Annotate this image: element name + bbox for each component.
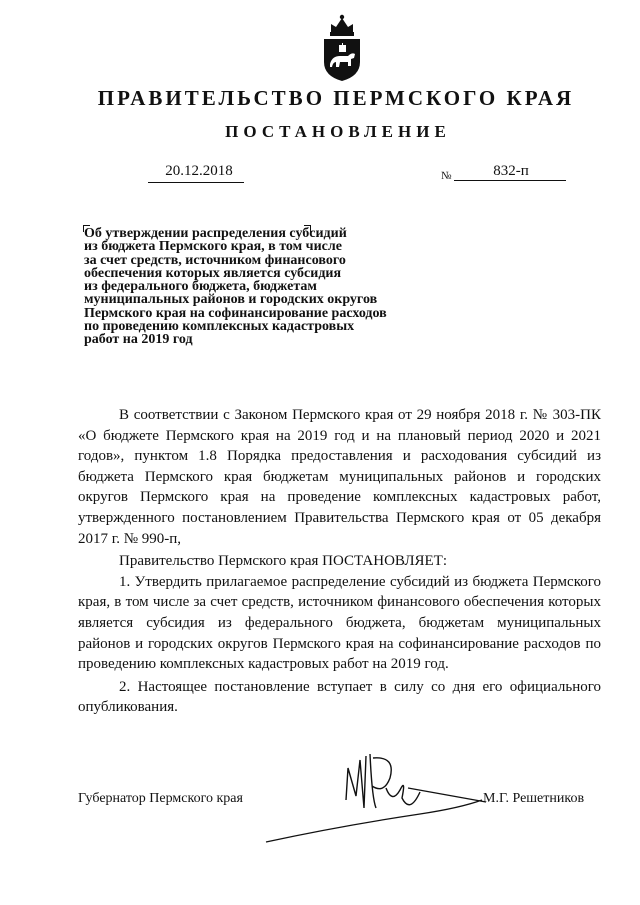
subject-line: из федерального бюджета, бюджетам [84,279,317,295]
subject-line: обеспечения которых является субсидия [84,265,342,281]
item-2-paragraph: 2. Настоящее постановление вступает в силу со дня его официального опубликования. [78,678,601,716]
subject-line: из бюджета Пермского края, в том числе [84,239,342,255]
number-underline [454,180,566,181]
subject-line: работ на 2019 год [84,332,193,348]
preamble-paragraph: В соответствии с Законом Пермского края от 29 ноября 2018 г. № 303-ПК «О бюджете Пермского края на 2019 год и на плановый период 2020 и 2021 годов», пунктом 1.8 Порядка предоставления и расходования субсидий из бюджета Пермского края бюджетам муниципальных районов и городских округов Пермского края на проведение комплексных кадастровых работ, утвержденного постановлением Правительства Пермского края от 05 декабря 2017 г. № 990-п, [78,407,601,547]
date-underline [148,182,244,183]
resolution-paragraph: Правительство Пермского края ПОСТАНОВЛЯЕТ: [119,553,448,570]
decree-body [78,405,601,718]
perm-coat-of-arms-icon [320,12,364,82]
document-type: ПОСТАНОВЛЕНИЕ [225,122,451,141]
signer-name: М.Г. Решетников [483,791,585,806]
number-sign: № [441,170,452,182]
subject-line: Об утверждении распределения субсидий [84,226,347,241]
signer-position: Губернатор Пермского края [78,791,243,806]
government-title: ПРАВИТЕЛЬСТВО ПЕРМСКОГО КРАЯ [97,86,575,110]
subject-line: Пермского края на софинансирование расходов [84,305,387,321]
item-1-paragraph: 1. Утвердить прилагаемое распределение субсидий из бюджета Пермского края, в том числе за счет средств, источником финансового обеспечения которых является субсидия из федерального бюджета, бюджетам муниципальных районов и городских округов Пермского края на софинансирование расходов по проведению комплексных кадастровых работ на 2019 год. [78,573,601,673]
decree-number: 832-п [493,163,529,179]
subject-line: за счет средств, источником финансового [84,252,346,268]
subject-line: по проведению комплексных кадастровых [84,319,355,335]
handwritten-signature-icon [260,738,490,848]
subject-line: муниципальных районов и городских округов [84,292,378,308]
decree-date: 20.12.2018 [165,163,233,179]
decree-subject [84,227,444,347]
